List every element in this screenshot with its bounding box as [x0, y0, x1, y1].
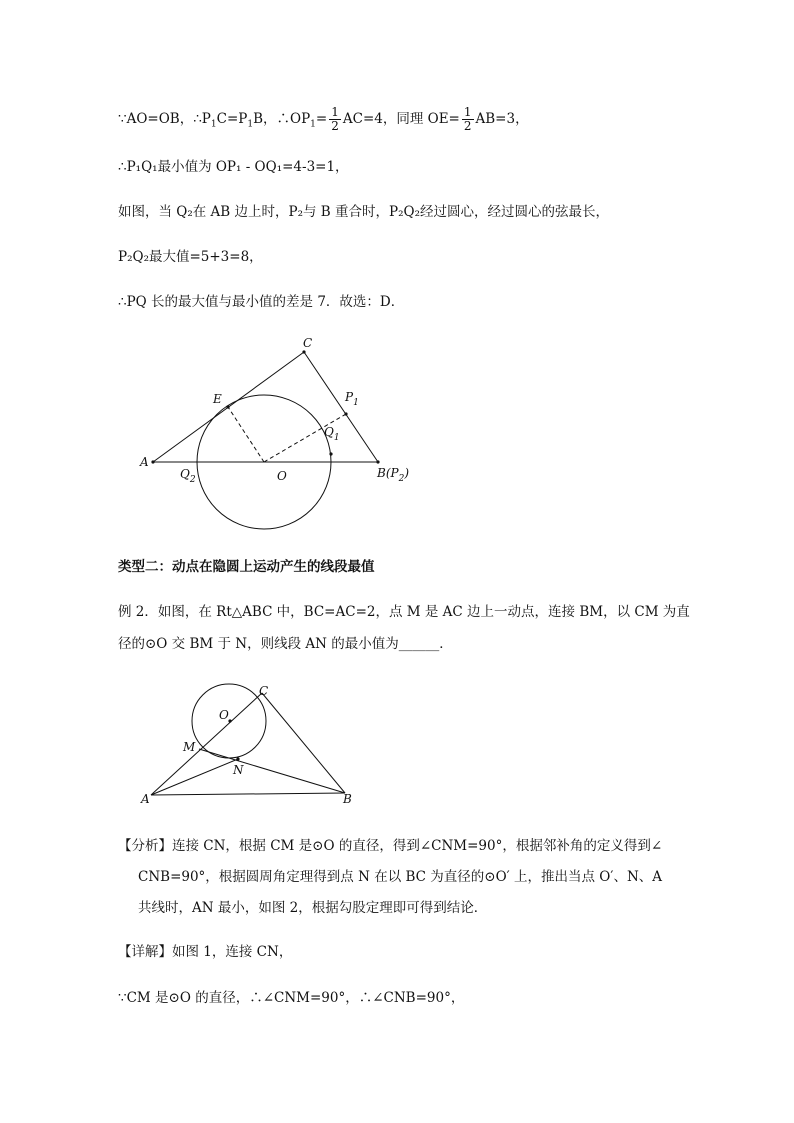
analysis-line-2: CNB=90°，根据圆周角定理得到点 N 在以 BC 为直径的⊙O′ 上，推出当点 O′、N、A: [138, 869, 663, 885]
dashed-oe: [228, 407, 264, 462]
label-p1: $P_1$: [345, 390, 359, 408]
segment-cb: [304, 352, 378, 462]
l1-part-c: B，∴OP: [253, 111, 311, 127]
label-e: E: [213, 392, 222, 406]
label-c: C: [303, 336, 313, 350]
solution-line-2: ∴P₁Q₁最小值为 OP₁ - OQ₁=4-3=1，: [118, 159, 349, 175]
segment-cb: [262, 693, 345, 793]
label-q2: $Q_2$: [180, 467, 196, 485]
label-a: A: [140, 455, 149, 469]
segment-ab: [151, 793, 345, 795]
label-b: B: [343, 792, 352, 806]
solution-line-5: ∴PQ 长的最大值与最小值的差是 7．故选：D．: [118, 294, 405, 310]
label-o: O: [277, 469, 287, 483]
point-n: [236, 757, 239, 760]
point-a: [151, 460, 154, 463]
figure-1-triangle-circle: [130, 330, 430, 540]
detail-line-2: ∵CM 是⊙O 的直径，∴∠CNM=90°，∴∠CNB=90°，: [118, 990, 465, 1006]
segment-mb: [199, 749, 345, 793]
l1-part-f: AB=3，: [475, 111, 529, 127]
l1-part-b: C=P: [216, 111, 248, 127]
label-m: M: [183, 740, 196, 754]
point-c: [302, 350, 305, 353]
example-2-line-2: 径的⊙O 交 BM 于 N，则线段 AN 的最小值为______．: [118, 636, 453, 652]
analysis-line-3: 共线时，AN 最小，如图 2，根据勾股定理即可得到结论．: [138, 900, 488, 916]
fraction-half-2: $\frac{1}{2}$: [463, 105, 472, 133]
section-heading: 类型二：动点在隐圆上运动产生的线段最值: [118, 559, 375, 575]
label-b: $B(P_2)$: [377, 466, 409, 484]
label-c: C: [259, 684, 269, 698]
analysis-line-1: 【分析】连接 CN，根据 CM 是⊙O 的直径，得到∠CNM=90°，根据邻补角的定义得到∠: [118, 838, 663, 854]
point-o: [228, 719, 231, 722]
label-q1: $Q_1$: [324, 425, 340, 443]
solution-line-3: 如图，当 Q₂在 AB 边上时，P₂与 B 重合时，P₂Q₂经过圆心，经过圆心的弦最长，: [118, 204, 609, 220]
label-n: N: [233, 763, 244, 777]
segment-an: [151, 759, 238, 795]
point-e: [226, 405, 229, 408]
point-q1: [329, 452, 332, 455]
point-b: [376, 460, 379, 463]
l1-part-a: ∵AO=OB，∴P: [118, 111, 211, 127]
label-a: A: [141, 792, 150, 806]
example-2-line-1: 例 2．如图，在 Rt△ABC 中，BC=AC=2，点 M 是 AC 边上一动点，连接 BM，以 CM 为直: [118, 604, 690, 620]
solution-line-4: P₂Q₂最大值=5+3=8，: [118, 249, 263, 265]
fraction-half-1: $\frac{1}{2}$: [331, 105, 339, 133]
point-p1: [344, 412, 347, 415]
figure-2-triangle-circle: [135, 675, 375, 815]
l1-part-e: AC=4，同理 OE=: [342, 111, 460, 127]
segment-ac: [151, 693, 262, 795]
detail-line-1: 【详解】如图 1，连接 CN，: [118, 944, 293, 960]
l1-part-d: =: [315, 111, 328, 127]
solution-line-1: ∵AO=OB，$\therefore P_1C=P_1B$，$\therefore OP_1=$ $\frac{1}{2}$ AC=4，同理 OE= $\frac{1}{2}$ AB=3，: [118, 105, 529, 133]
label-o: O: [219, 708, 229, 722]
